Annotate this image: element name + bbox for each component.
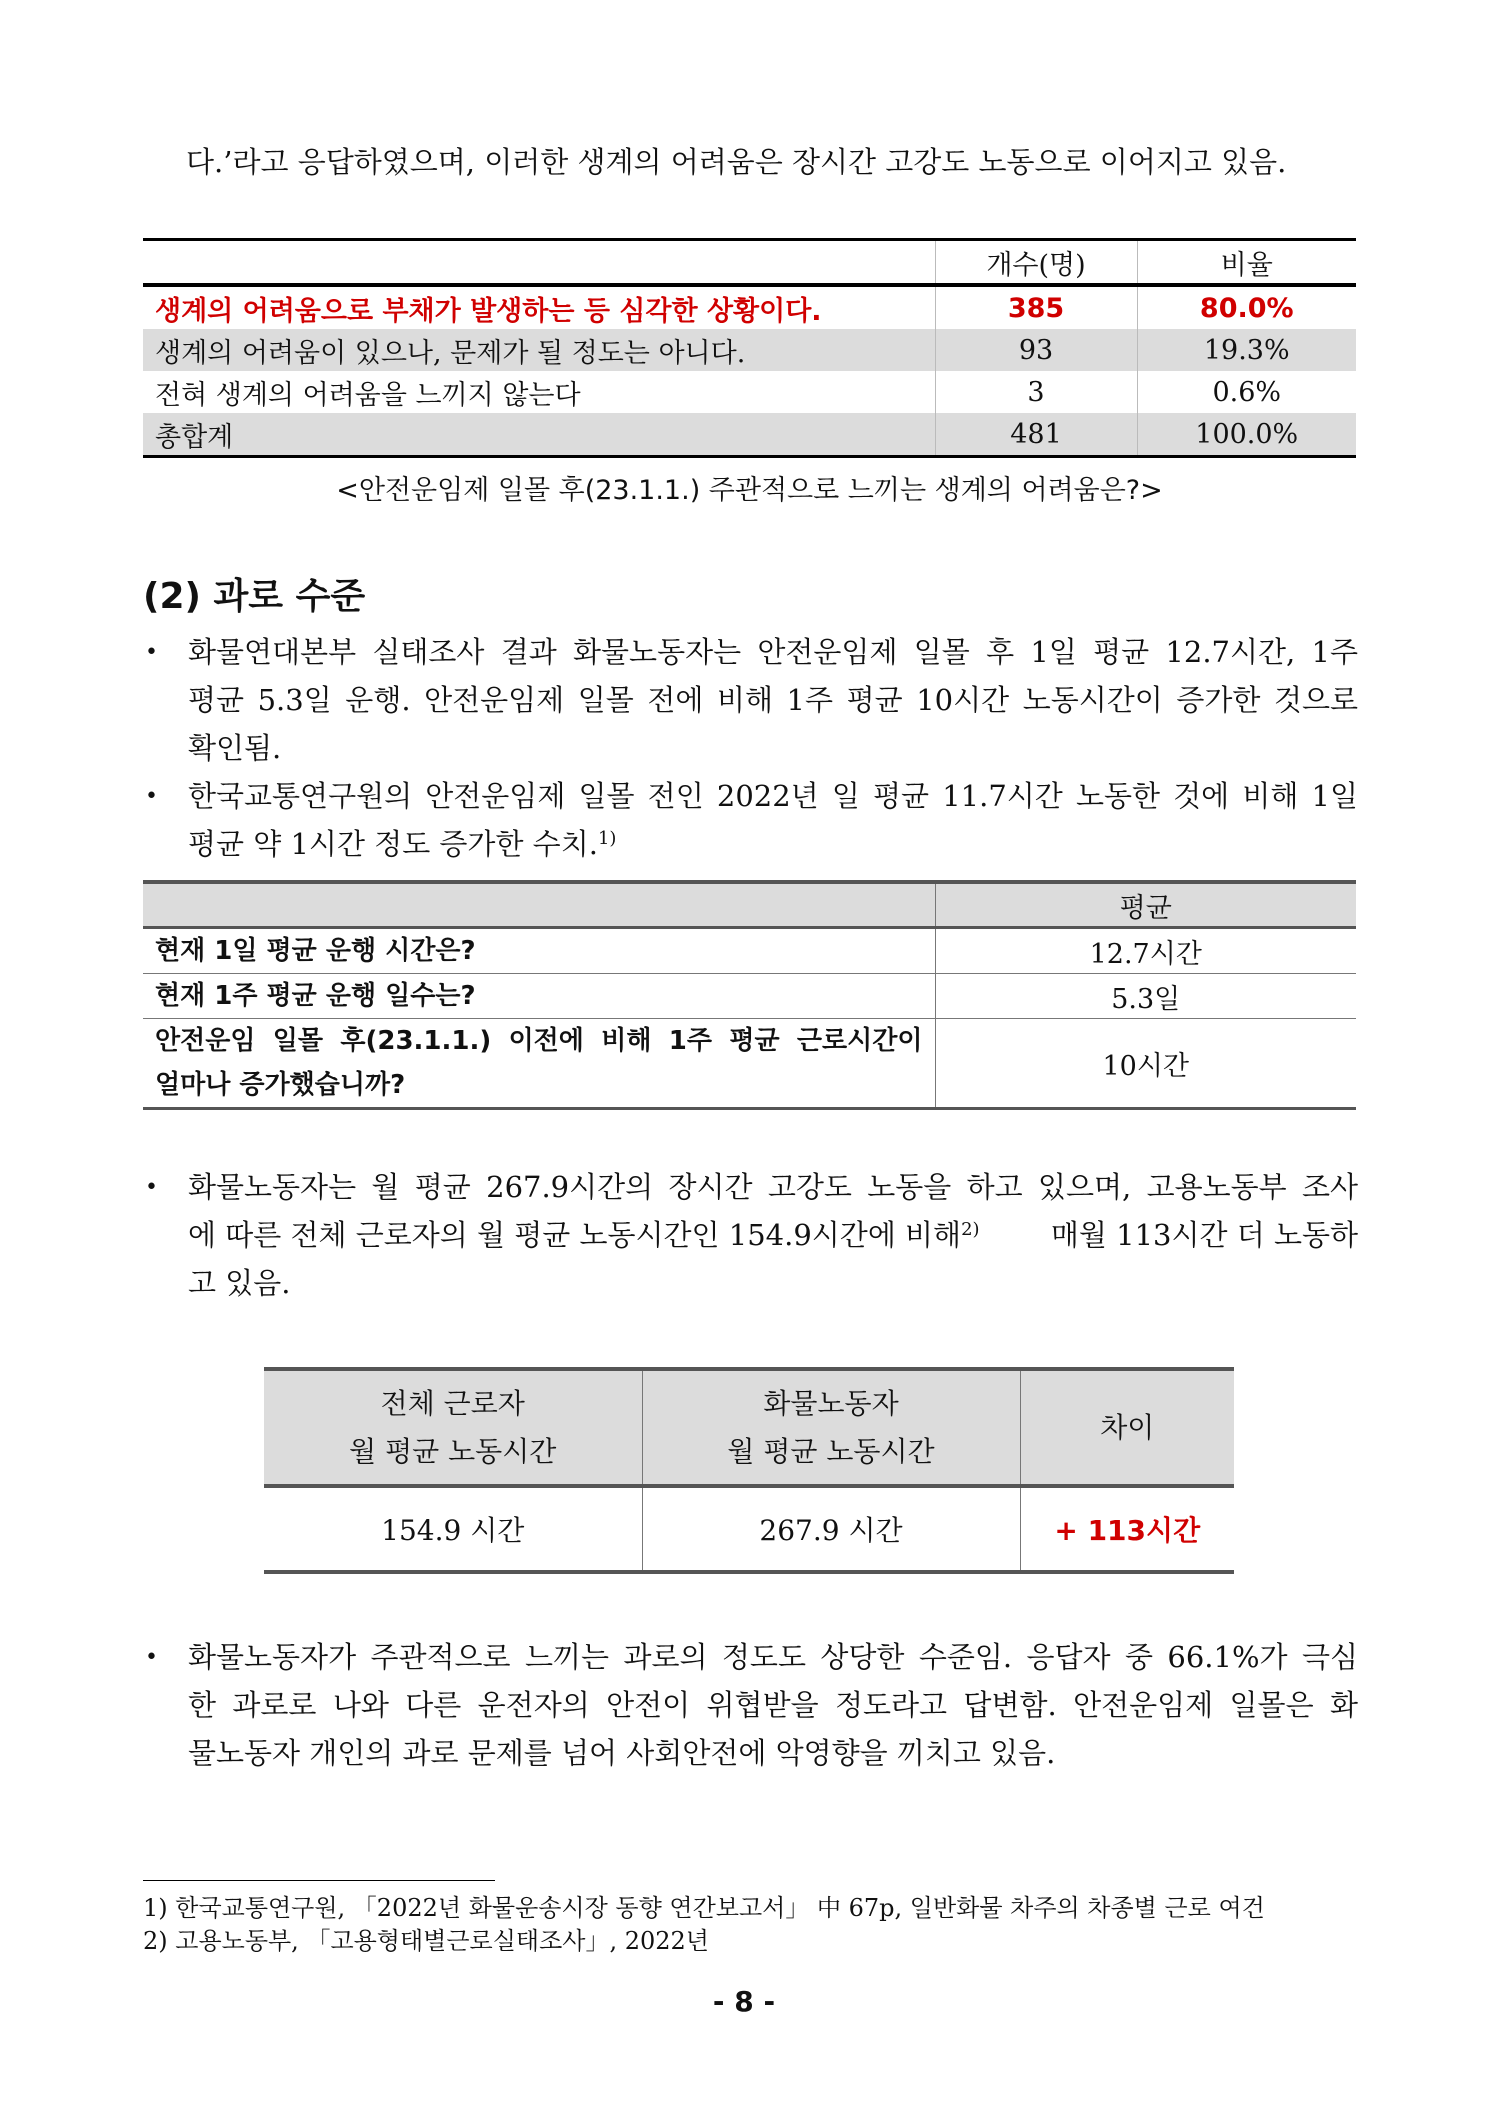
table-header-cell: 비율 — [1137, 240, 1356, 286]
header-line: 전체 근로자 — [380, 1386, 525, 1420]
table-header-cell — [143, 882, 935, 928]
question-cell — [143, 1019, 935, 1109]
table-header-cell: 평균 — [935, 882, 1356, 928]
row-count: 93 — [935, 329, 1137, 371]
table-row — [143, 1019, 1356, 1109]
table-row — [143, 285, 1356, 329]
row-ratio: 0.6% — [1137, 371, 1356, 413]
footnote: 2) 고용노동부, 「고용형태별근로실태조사」, 2022년 — [143, 1927, 709, 1955]
table-header-cell — [642, 1369, 1020, 1486]
table-caption: <안전운임제 일몰 후(23.1.1.) 주관적으로 느끼는 생계의 어려움은?> — [336, 475, 1163, 506]
table-row — [143, 928, 1356, 974]
paragraph — [188, 1633, 1358, 1777]
row-count: 3 — [935, 371, 1137, 413]
paragraph-text: 매월 113시간 더 노동하 — [1050, 1218, 1358, 1252]
livelihood-table — [143, 238, 1356, 458]
footnotes — [143, 1892, 1265, 1958]
paragraph-line: 한 과로로 나와 다른 운전자의 안전이 위협받을 정도라고 답변함. 안전운임제 일몰은 화 — [188, 1688, 1358, 1722]
footnote-ref: 2) — [961, 1219, 980, 1240]
paragraph — [188, 772, 1358, 868]
hours-table — [143, 880, 1356, 1110]
table-row — [143, 974, 1356, 1019]
bullet-marker: • — [145, 1175, 158, 1200]
intro-line: 다.’라고 응답하였으며, 이러한 생계의 어려움은 장시간 고강도 노동으로 이어지고 있음. — [186, 145, 1287, 179]
paragraph-line: 평균 5.3일 운행. 안전운임제 일몰 전에 비해 1주 평균 10시간 노동시간이 증가한 것으로 — [188, 683, 1358, 717]
table-header-cell — [264, 1369, 642, 1486]
row-ratio: 100.0% — [1137, 413, 1356, 457]
table-row — [264, 1486, 1234, 1572]
question-cell: 현재 1일 평균 운행 시간은? — [143, 928, 935, 974]
header-line: 월 평균 노동시간 — [349, 1434, 557, 1468]
hours-comparison-table — [264, 1367, 1234, 1574]
table-header-row — [143, 240, 1356, 286]
paragraph-line: 물노동자 개인의 과로 문제를 넘어 사회안전에 악영향을 끼치고 있음. — [188, 1736, 1056, 1770]
paragraph-text: 평균 약 1시간 정도 증가한 수치. — [188, 827, 598, 861]
paragraph-line: 고 있음. — [188, 1266, 291, 1300]
footnote-ref: 1) — [597, 828, 617, 849]
bullet-marker: • — [145, 640, 158, 665]
table-row — [143, 413, 1356, 457]
table-row — [143, 329, 1356, 371]
paragraph-line — [188, 1211, 1358, 1259]
table-header-cell: 개수(명) — [935, 240, 1137, 286]
header-line: 월 평균 노동시간 — [727, 1434, 935, 1468]
table-row — [143, 371, 1356, 413]
value-cell: 154.9 시간 — [264, 1486, 642, 1572]
row-label: 생계의 어려움이 있으나, 문제가 될 정도는 아니다. — [143, 329, 935, 371]
section-title: (2) 과로 수준 — [143, 576, 366, 617]
paragraph-line: 화물노동자는 월 평균 267.9시간의 장시간 고강도 노동을 하고 있으며, 고용노동부 조사 — [188, 1170, 1358, 1204]
paragraph-line: 확인됨. — [188, 731, 282, 765]
footnote: 1) 한국교통연구원, 「2022년 화물운송시장 동향 연간보고서」 中 67p, 일반화물 차주의 차종별 근로 여건 — [143, 1894, 1265, 1922]
paragraph-line: 화물연대본부 실태조사 결과 화물노동자는 안전운임제 일몰 후 1일 평균 12.7시간, 1주 — [188, 635, 1358, 669]
paragraph-line: 화물노동자가 주관적으로 느끼는 과로의 정도도 상당한 수준임. 응답자 중 66.1%가 극심 — [188, 1640, 1358, 1674]
header-line: 화물노동자 — [763, 1386, 899, 1420]
table-header-cell — [143, 240, 935, 286]
table-header-cell: 차이 — [1020, 1369, 1234, 1486]
row-label: 전혀 생계의 어려움을 느끼지 않는다 — [155, 379, 581, 411]
paragraph-text — [188, 1211, 980, 1259]
row-label: 생계의 어려움으로 부채가 발생하는 등 심각한 상황이다. — [155, 295, 822, 327]
bullet-marker: • — [145, 1645, 158, 1670]
row-count: 385 — [935, 285, 1137, 329]
paragraph — [188, 1163, 1358, 1307]
table-header-row — [143, 882, 1356, 928]
bullet-marker: • — [145, 784, 158, 809]
row-ratio: 80.0% — [1137, 285, 1356, 329]
difference-cell: + 113시간 — [1020, 1486, 1234, 1572]
table-header-row — [264, 1369, 1234, 1486]
paragraph-line: 한국교통연구원의 안전운임제 일몰 전인 2022년 일 평균 11.7시간 노동한 것에 비해 1일 — [188, 779, 1358, 813]
paragraph-line — [188, 820, 1358, 868]
row-count: 481 — [935, 413, 1137, 457]
value-cell: 5.3일 — [935, 974, 1356, 1019]
paragraph-text: 에 따른 전체 근로자의 월 평균 노동시간인 154.9시간에 비해 — [188, 1218, 962, 1252]
value-cell: 10시간 — [935, 1019, 1356, 1109]
page-number: - 8 - — [712, 1985, 776, 2018]
question-cell: 현재 1주 평균 운행 일수는? — [143, 974, 935, 1019]
value-cell: 267.9 시간 — [642, 1486, 1020, 1572]
row-label: 총합계 — [143, 413, 935, 457]
row-ratio: 19.3% — [1137, 329, 1356, 371]
question-line: 안전운임 일몰 후(23.1.1.) 이전에 비해 1주 평균 근로시간이 — [155, 1026, 923, 1056]
question-line: 얼마나 증가했습니까? — [155, 1070, 406, 1100]
footnote-divider — [143, 1880, 495, 1881]
value-cell: 12.7시간 — [935, 928, 1356, 974]
paragraph — [188, 628, 1358, 772]
